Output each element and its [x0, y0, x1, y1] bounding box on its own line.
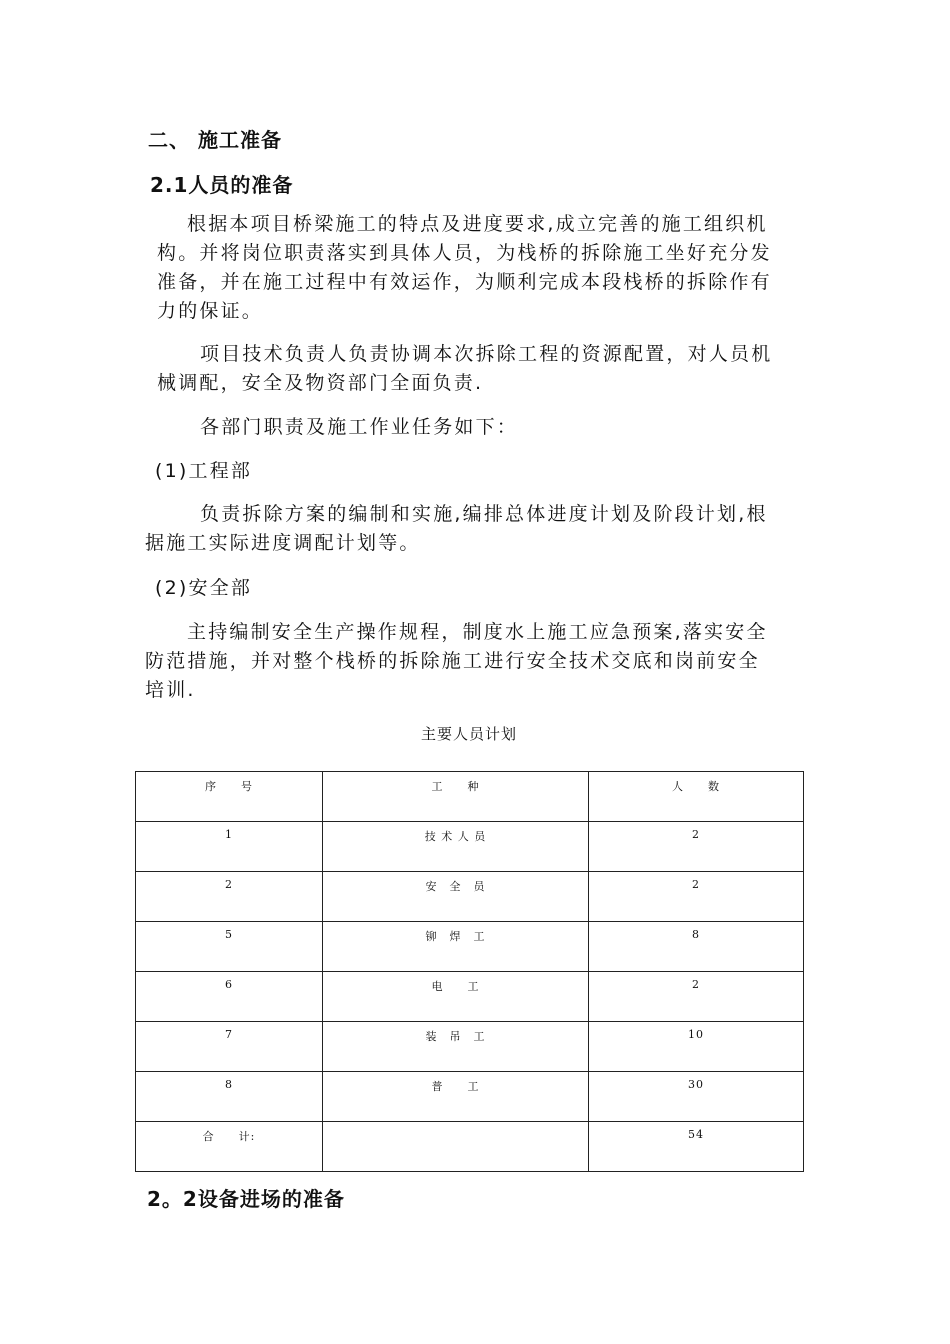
table-row: [136, 1022, 804, 1072]
cell-index: 8: [136, 1072, 323, 1122]
cell-index: 2: [136, 872, 323, 922]
table-row: [136, 1072, 804, 1122]
cell-count: 2: [589, 972, 804, 1022]
cell-count: 30: [589, 1072, 804, 1122]
dept-safety-line: 防范措施，并对整个栈桥的拆除施工进行安全技术交底和岗前安全: [145, 650, 760, 672]
total-label: 合 计:: [136, 1122, 323, 1172]
cell-index: 7: [136, 1022, 323, 1072]
table-row: [136, 822, 804, 872]
table-total-row: [136, 1122, 804, 1172]
dept-engineering-line: 负责拆除方案的编制和实施,编排总体进度计划及阶段计划,根: [200, 503, 768, 525]
duties-intro: 各部门职责及施工作业任务如下：: [200, 416, 519, 438]
cell-count: 2: [589, 822, 804, 872]
cell-trade: 技 术 人 员: [323, 822, 589, 872]
intro-line: 构。并将岗位职责落实到具体人员，为栈桥的拆除施工坐好充分发: [157, 242, 772, 264]
tech-line: 项目技术负责人负责协调本次拆除工程的资源配置，对人员机: [200, 343, 773, 365]
cell-count: 2: [589, 872, 804, 922]
table-caption: 主要人员计划: [420, 725, 517, 743]
cell-trade: 电 工: [323, 972, 589, 1022]
personnel-table: [135, 771, 804, 1172]
total-empty-cell: [323, 1122, 589, 1172]
intro-line: 力的保证。: [157, 300, 264, 322]
header-cell-count: 人 数: [589, 772, 804, 822]
cell-trade: 安 全 员: [323, 872, 589, 922]
dept-engineering-title: (1)工程部: [155, 460, 253, 482]
table-header-row: [136, 772, 804, 822]
cell-trade: 装 吊 工: [323, 1022, 589, 1072]
intro-line: 根据本项目桥梁施工的特点及进度要求,成立完善的施工组织机: [187, 213, 768, 235]
dept-safety-line: 主持编制安全生产操作规程，制度水上施工应急预案,落实安全: [187, 621, 768, 643]
dept-safety-line: 培训.: [145, 679, 196, 701]
cell-trade: 普 工: [323, 1072, 589, 1122]
cell-index: 5: [136, 922, 323, 972]
header-cell-trade: 工 种: [323, 772, 589, 822]
intro-line: 准备，并在施工过程中有效运作，为顺利完成本段栈桥的拆除作有: [157, 271, 772, 293]
tech-line: 械调配，安全及物资部门全面负责.: [157, 372, 484, 394]
cell-count: 8: [589, 922, 804, 972]
table-row: [136, 872, 804, 922]
total-count: 54: [589, 1122, 804, 1172]
header-cell-index: 序 号: [136, 772, 323, 822]
cell-index: 1: [136, 822, 323, 872]
cell-count: 10: [589, 1022, 804, 1072]
cell-trade: 铆 焊 工: [323, 922, 589, 972]
dept-safety-title: (2)安全部: [155, 577, 253, 599]
table-row: [136, 922, 804, 972]
subsection-heading-equipment: 2。2设备进场的准备: [147, 1187, 345, 1211]
dept-engineering-line: 据施工实际进度调配计划等。: [145, 532, 421, 554]
subsection-heading-personnel: 2.1人员的准备: [150, 173, 294, 197]
table-row: [136, 972, 804, 1022]
cell-index: 6: [136, 972, 323, 1022]
section-heading: 二、 施工准备: [148, 128, 282, 152]
